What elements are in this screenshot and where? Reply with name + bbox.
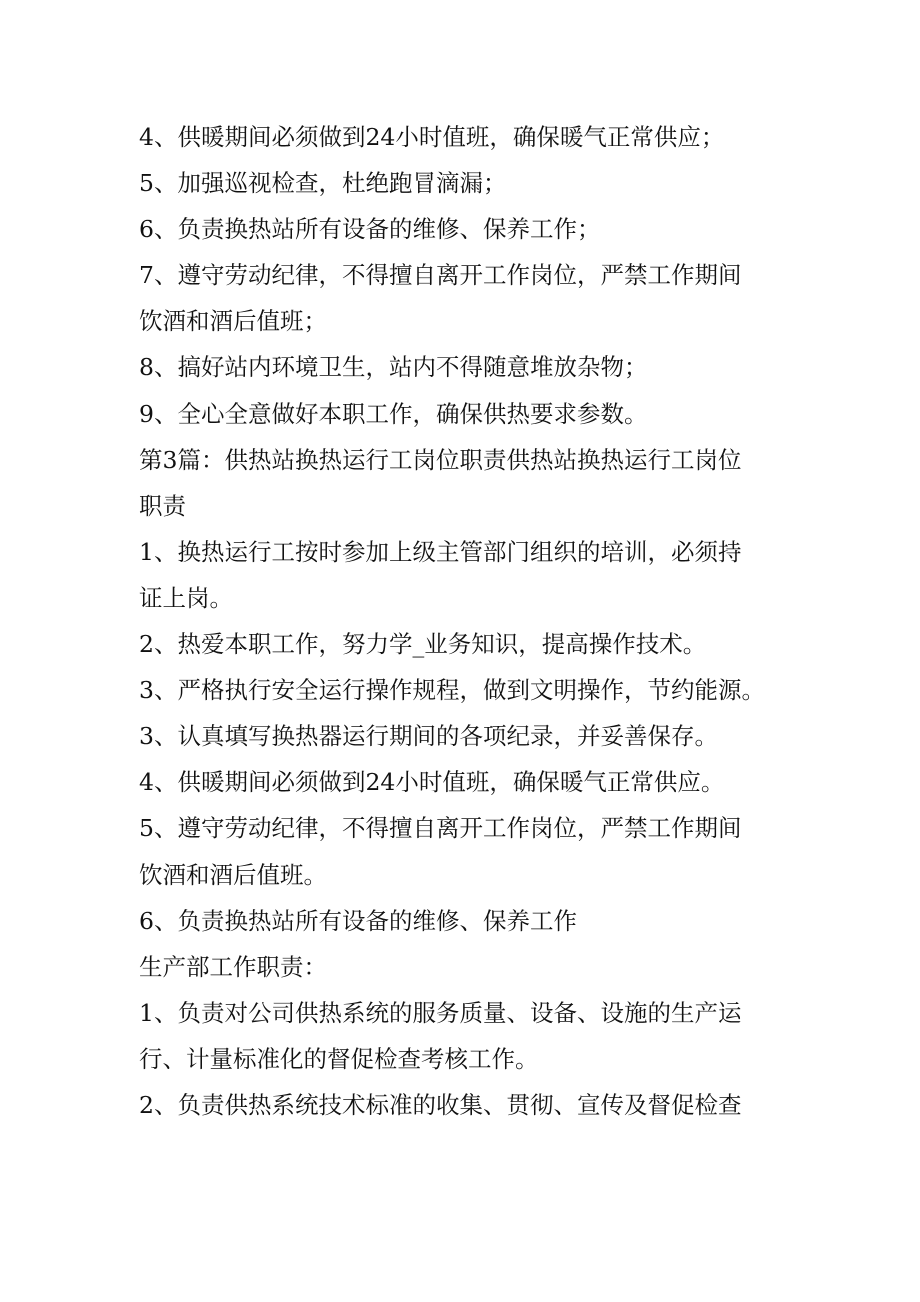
text-line: 3、认真填写换热器运行期间的各项纪录，并妥善保存。 xyxy=(139,722,718,751)
text-line: 6、负责换热站所有设备的维修、保养工作 xyxy=(139,906,577,935)
text-line: 1、负责对公司供热系统的服务质量、设备、设施的生产运 xyxy=(139,998,742,1027)
document-body xyxy=(139,114,799,1128)
section-heading: 第3篇：供热站换热运行工岗位职责供热站换热运行工岗位 xyxy=(139,445,742,474)
text-line: 2、负责供热系统技术标准的收集、贯彻、宣传及督促检查 xyxy=(139,1090,742,1119)
text-line: 6、负责换热站所有设备的维修、保养工作； xyxy=(139,215,601,244)
section-heading: 职责 xyxy=(139,491,186,520)
text-line: 饮酒和酒后值班； xyxy=(139,307,327,336)
text-line: 5、遵守劳动纪律，不得擅自离开工作岗位，严禁工作期间 xyxy=(139,814,742,843)
text-line: 证上岗。 xyxy=(139,583,233,612)
text-line: 4、供暖期间必须做到24小时值班，确保暖气正常供应； xyxy=(139,123,725,151)
text-line: 8、搞好站内环境卫生，站内不得随意堆放杂物； xyxy=(139,353,648,382)
text-line: 行、计量标准化的督促检查考核工作。 xyxy=(139,1044,539,1073)
text-line: 4、供暖期间必须做到24小时值班，确保暖气正常供应。 xyxy=(139,768,725,797)
text-line: 1、换热运行工按时参加上级主管部门组织的培训，必须持 xyxy=(139,537,742,566)
text-line: 2、热爱本职工作，努力学_业务知识，提高操作技术。 xyxy=(139,630,707,659)
text-line: 5、加强巡视检查，杜绝跑冒滴漏； xyxy=(139,169,507,198)
text-line: 7、遵守劳动纪律，不得擅自离开工作岗位，严禁工作期间 xyxy=(139,261,742,290)
text-line: 9、全心全意做好本职工作，确保供热要求参数。 xyxy=(139,399,648,428)
text-line: 3、严格执行安全运行操作规程，做到文明操作，节约能源。 xyxy=(139,676,765,705)
text-line: 饮酒和酒后值班。 xyxy=(139,860,327,889)
section-heading: 生产部工作职责： xyxy=(139,952,327,981)
